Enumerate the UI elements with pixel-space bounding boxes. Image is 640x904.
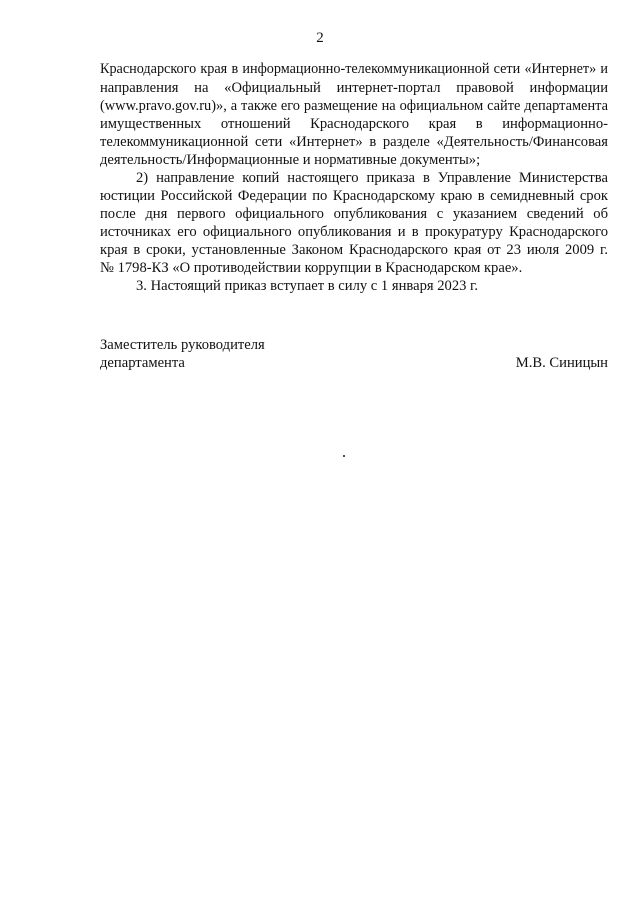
body-line-9: после дня первого официального опубликования с указанием сведений об: [100, 206, 608, 222]
body-line-6: деятельность/Информационные и нормативные документы»;: [100, 152, 481, 168]
body-line-12: № 1798-КЗ «О противодействии коррупции в Краснодарском крае».: [100, 260, 523, 276]
body-line-5: телекоммуникационной сети «Интернет» в разделе «Деятельность/Финансовая: [100, 134, 608, 150]
body-line-10: источниках его официального опубликования и в прокуратуру Краснодарского: [100, 224, 608, 240]
body-line-3: (www.pravo.gov.ru)», а также его размещение на официальном сайте департамента: [100, 98, 608, 114]
body-line-1: Краснодарского края в информационно-телекоммуникационной сети «Интернет» и: [100, 61, 608, 77]
stray-mark: [343, 455, 345, 457]
body-line-2: направления на «Официальный интернет-портал правовой информации: [100, 80, 608, 96]
body-line-13: 3. Настоящий приказ вступает в силу с 1 января 2023 г.: [136, 278, 479, 294]
signature-position-line2: департамента: [100, 355, 185, 371]
signature-name: М.В. Синицын: [515, 355, 608, 371]
body-line-4: имущественных отношений Краснодарского края в информационно-: [100, 116, 608, 132]
signature-position-line1: Заместитель руководителя: [100, 337, 265, 353]
body-line-7: 2) направление копий настоящего приказа в Управление Министерства: [136, 170, 608, 186]
body-line-8: юстиции Российской Федерации по Краснодарскому краю в семидневный срок: [100, 188, 608, 204]
body-line-11: края в сроки, установленные Законом Краснодарского края от 23 июля 2009 г.: [100, 242, 608, 258]
page-number: 2: [316, 30, 324, 46]
